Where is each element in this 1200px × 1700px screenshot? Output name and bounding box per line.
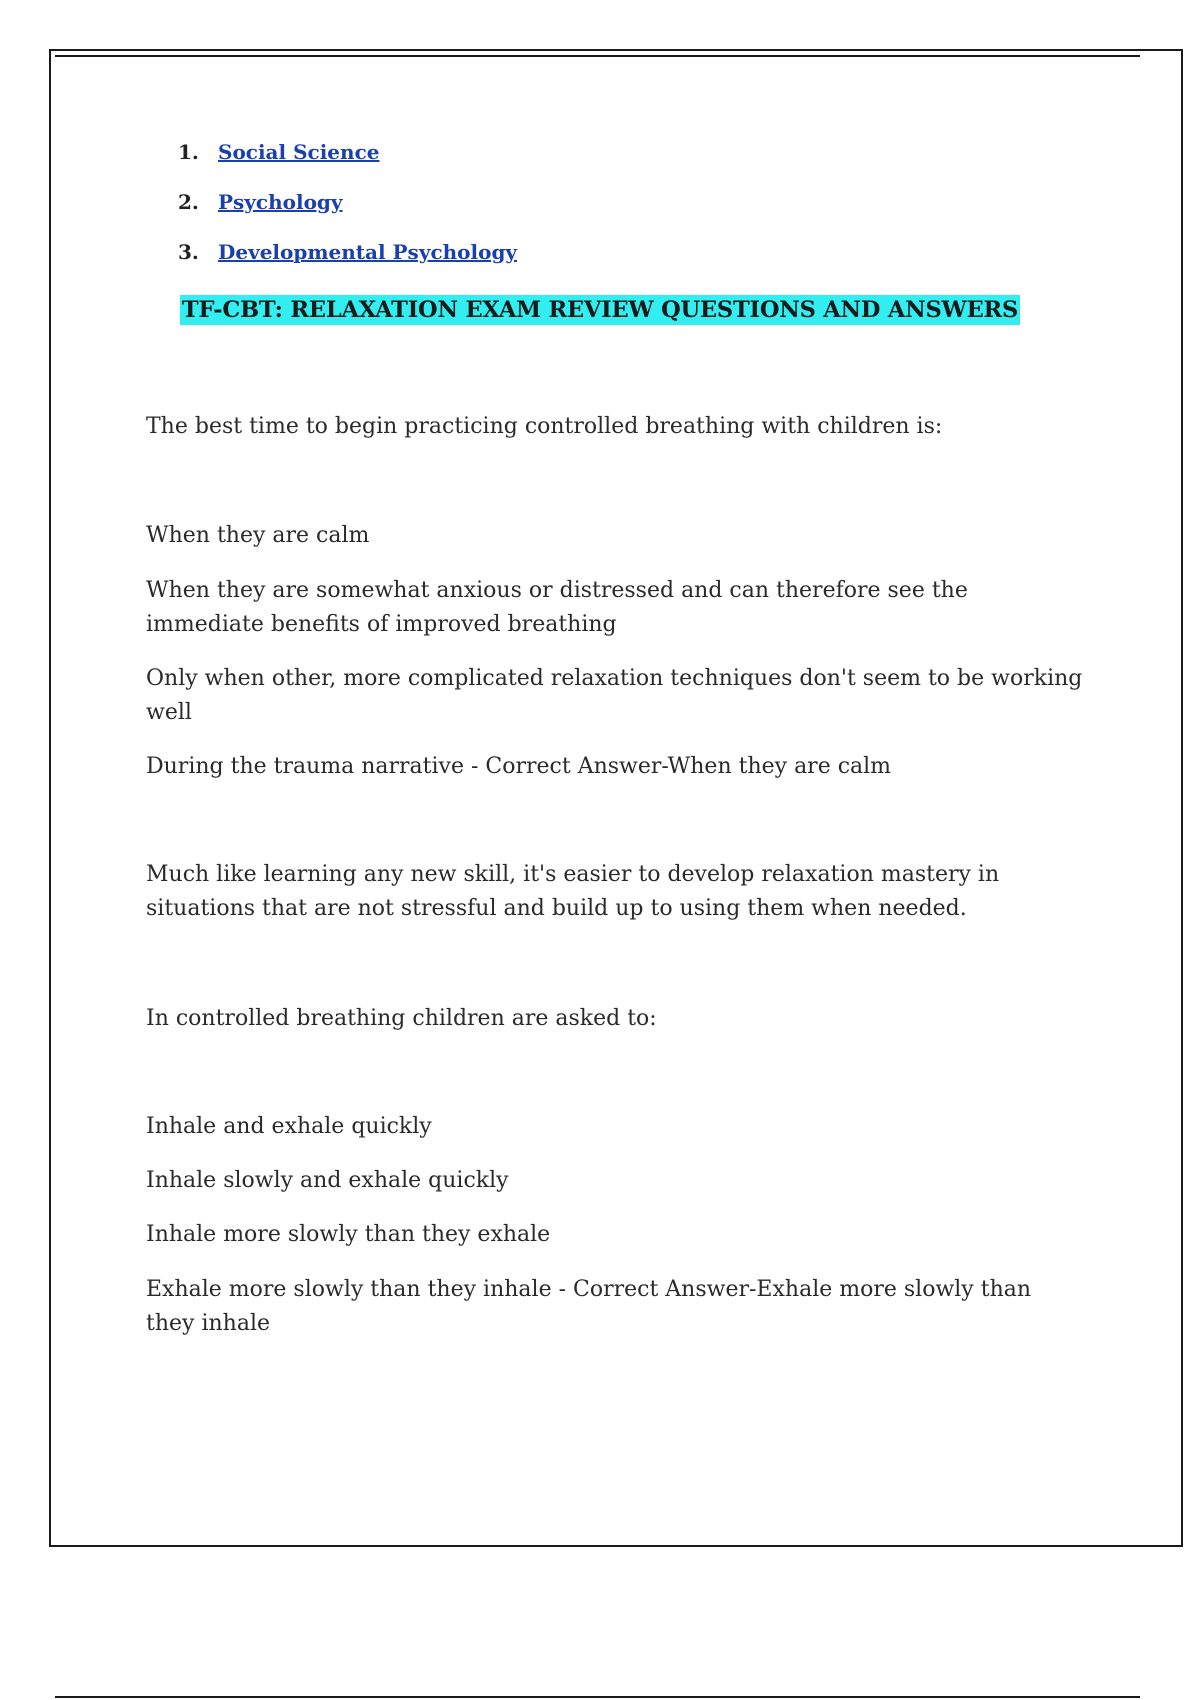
breadcrumb-number: 1.	[178, 140, 199, 164]
question-1-option-1: When they are calm	[146, 523, 370, 548]
question-2-option-3: Inhale more slowly than they exhale	[146, 1222, 551, 1247]
question-2: In controlled breathing children are asked to:	[146, 1006, 657, 1031]
question-2-option-4-answer: Exhale more slowly than they inhale - Correct Answer-Exhale more slowly than they inhale	[146, 1277, 1032, 1336]
question-2-option-1: Inhale and exhale quickly	[146, 1114, 432, 1139]
title-wrapper	[0, 295, 1200, 325]
breadcrumb-number: 2.	[178, 190, 199, 214]
question-1-option-2: When they are somewhat anxious or distressed and can therefore see the immediate benefits of improved breathing	[146, 578, 968, 637]
page-title: TF-CBT: RELAXATION EXAM REVIEW QUESTIONS AND ANSWERS	[181, 297, 1019, 323]
breadcrumb-item	[178, 140, 517, 190]
question-1-option-4-answer: During the trauma narrative - Correct Answer-When they are calm	[146, 754, 892, 779]
breadcrumb	[178, 140, 517, 290]
breadcrumb-item	[178, 240, 517, 290]
question-1-explanation: Much like learning any new skill, it's easier to develop relaxation mastery in situations that are not stressful and build up to using them when needed.	[146, 862, 1000, 921]
bottom-rule	[55, 1696, 1140, 1698]
question-1-option-3: Only when other, more complicated relaxation techniques don't seem to be working well	[146, 666, 1083, 725]
breadcrumb-link-developmental-psychology[interactable]: Developmental Psychology	[218, 240, 518, 264]
breadcrumb-link-social-science[interactable]: Social Science	[218, 140, 380, 164]
breadcrumb-number: 3.	[178, 240, 199, 264]
top-rule	[55, 55, 1140, 57]
breadcrumb-link-psychology[interactable]: Psychology	[218, 190, 343, 214]
breadcrumb-item	[178, 190, 517, 240]
question-1: The best time to begin practicing controlled breathing with children is:	[146, 414, 943, 439]
question-2-option-2: Inhale slowly and exhale quickly	[146, 1168, 509, 1193]
